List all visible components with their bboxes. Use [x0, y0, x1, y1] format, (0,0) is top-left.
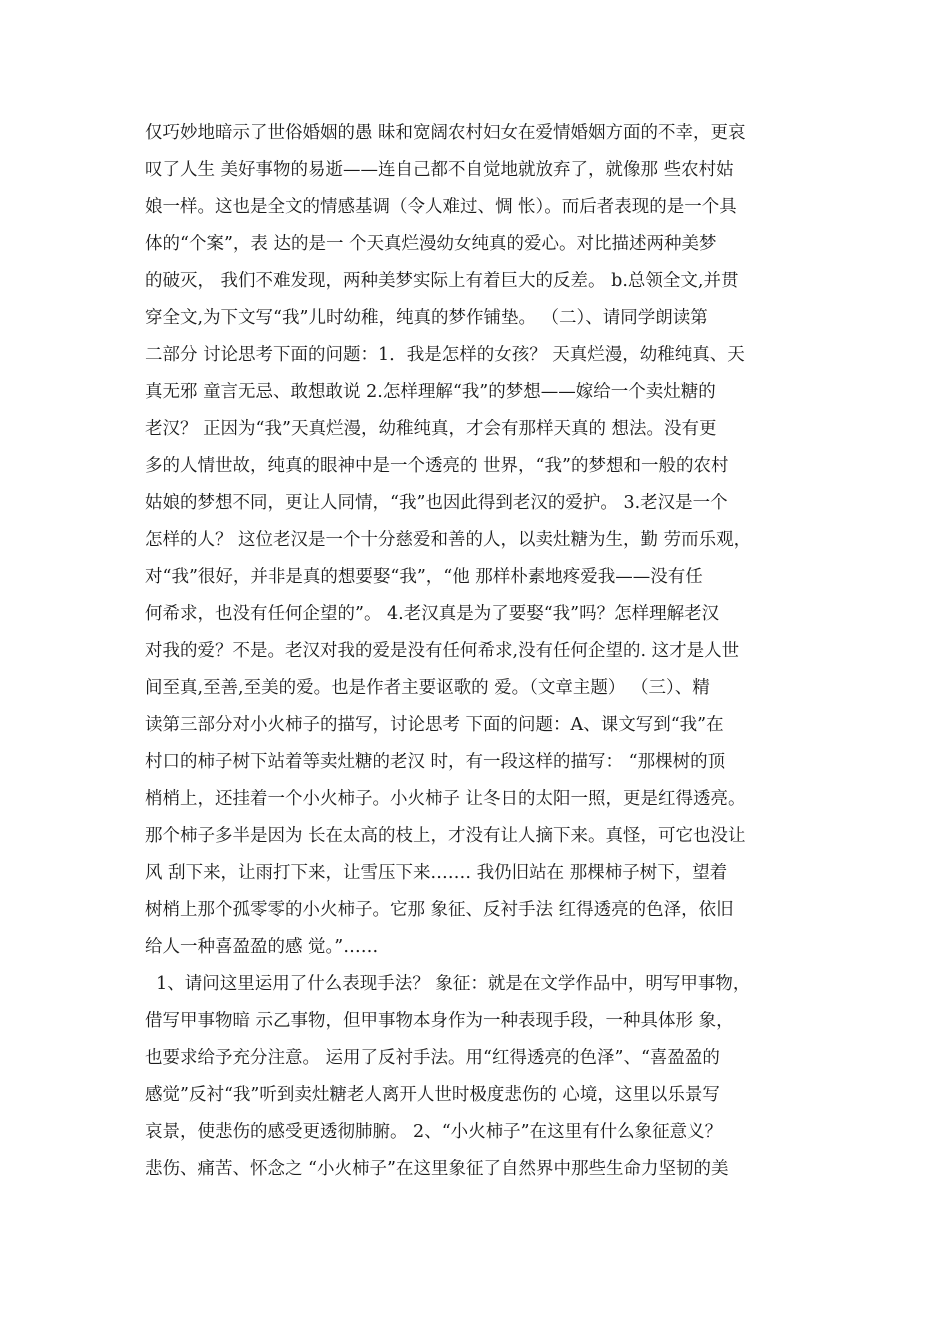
text-line: 姑娘的梦想不同，更让人同情，“我”也因此得到老汉的爱护。 3.老汉是一个	[145, 493, 728, 513]
text-line: 哀景，使悲伤的感受更透彻肺腑。 2、“小火柿子”在这里有什么象征意义？	[145, 1122, 723, 1142]
text-line: 体的“个案”，表 达的是一 个天真烂漫幼女纯真的爱心。对比描述两种美梦	[145, 234, 717, 254]
text-line: 给人一种喜盈盈的感 觉。”……	[145, 937, 379, 957]
text-line: 真无邪 童言无忌、敢想敢说 2.怎样理解“我”的梦想——嫁给一个卖灶糖的	[145, 382, 716, 402]
text-line: 读第三部分对小火柿子的描写，讨论思考 下面的问题：A、课文写到“我”在	[145, 715, 724, 735]
text-line: 树梢上那个孤零零的小火柿子。它那 象征、反衬手法 红得透亮的色泽，依旧	[145, 900, 734, 920]
text-line: 风 刮下来，让雨打下来，让雪压下来.…… 我仍旧站在 那棵柿子树下，望着	[145, 863, 728, 883]
text-line: 何希求，也没有任何企望的”。 4.老汉真是为了要娶“我”吗？怎样理解老汉	[145, 604, 720, 624]
text-line: 村口的柿子树下站着等卖灶糖的老汉 时，有一段这样的描写： “那棵树的顶	[145, 752, 726, 772]
text-line: 悲伤、痛苦、怀念之 “小火柿子”在这里象征了自然界中那些生命力坚韧的美	[145, 1159, 729, 1179]
text-line: 对“我”很好，并非是真的想要娶“我”，“他 那样朴素地疼爱我——没有任	[145, 567, 703, 587]
body-text	[145, 115, 810, 1188]
text-line: 娘一样。这也是全文的情感基调（令人难过、惆 怅）。而后者表现的是一个具	[145, 197, 737, 217]
text-line: 间至真,至善,至美的爱。也是作者主要讴歌的 爱。（文章主题） （三）、精	[145, 678, 710, 698]
text-line: 的破灭， 我们不难发现，两种美梦实际上有着巨大的反差。 b.总领全文,并贯	[145, 271, 739, 291]
text-line: 那个柿子多半是因为 长在太高的枝上，才没有让人摘下来。真怪，可它也没让	[145, 826, 746, 846]
text-line: 梢梢上，还挂着一个小火柿子。小火柿子 让冬日的太阳一照，更是红得透亮。	[145, 789, 746, 809]
text-line: 对我的爱？不是。老汉对我的爱是没有任何希求,没有任何企望的. 这才是人世	[145, 641, 740, 661]
text-line: 老汉？ 正因为“我”天真烂漫，幼稚纯真，才会有那样天真的 想法。没有更	[145, 419, 717, 439]
text-line: 也要求给予充分注意。 运用了反衬手法。用“红得透亮的色泽”、“喜盈盈的	[145, 1048, 720, 1068]
text-line: 感觉”反衬“我”听到卖灶糖老人离开人世时极度悲伤的 心境，这里以乐景写	[145, 1085, 720, 1105]
text-line: 借写甲事物暗 示乙事物，但甲事物本身作为一种表现手段，一种具体形 象，	[145, 1011, 734, 1031]
text-line: 多的人情世故，纯真的眼神中是一个透亮的 世界，“我”的梦想和一般的农村	[145, 456, 729, 476]
text-line: 怎样的人？ 这位老汉是一个十分慈爱和善的人，以卖灶糖为生，勤 劳而乐观，	[145, 530, 752, 550]
text-line: 二部分 讨论思考下面的问题：1．我是怎样的女孩？ 天真烂漫，幼稚纯真、天	[145, 345, 745, 365]
text-line: 仅巧妙地暗示了世俗婚姻的愚 昧和宽阔农村妇女在爱情婚姻方面的不幸，更哀	[145, 123, 746, 143]
text-line: 叹了人生 美好事物的易逝——连自己都不自觉地就放弃了，就像那 些农村姑	[145, 160, 734, 180]
text-line: 穿全文,为下文写“我”儿时幼稚，纯真的梦作铺垫。 （二）、请同学朗读第	[145, 308, 708, 328]
text-line: 1、请问这里运用了什么表现手法？ 象征：就是在文学作品中，明写甲事物，	[145, 974, 751, 994]
